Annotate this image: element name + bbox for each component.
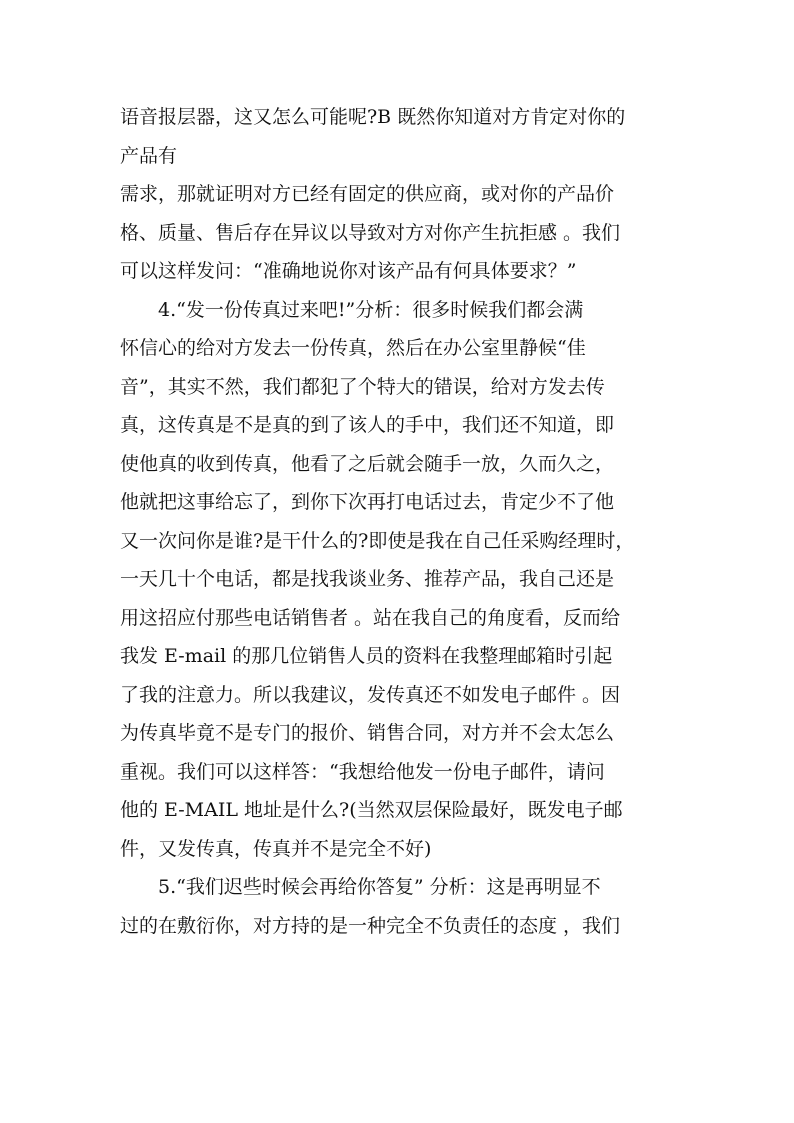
paragraph-start-line: 5.“我们迟些时候会再给你答复” 分析：这是再明显不	[158, 876, 601, 898]
text-line: 产品有	[120, 144, 178, 167]
text-line: 他就把这事给忘了，到你下次再打电话过去，肯定少不了他	[120, 491, 615, 513]
text-line: 重视。我们可以这样答：“我想给他发一份电子邮件，请问	[120, 760, 605, 783]
text-line: 了我的注意力。所以我建议，发传真还不如发电子邮件 。因	[120, 683, 621, 706]
paragraph-start-line: 4.“发一份传真过来吧!”分析：很多时候我们都会满	[158, 298, 584, 321]
text-line: 件，又发传真，传真并不是完全不好)	[120, 837, 432, 860]
text-line: 又一次问你是谁?是干什么的?即使是我在自己任采购经理时，	[120, 529, 635, 552]
text-line: 格、质量、售后存在异议以导致对方对你产生抗拒感 。我们	[120, 221, 621, 244]
text-line: 为传真毕竟不是专门的报价、销售合同，对方并不会太怎么	[120, 722, 615, 744]
text-line: 一天几十个电话，都是找我谈业务、推荐产品，我自己还是	[120, 568, 615, 590]
text-line: 我发 E-mail 的那几位销售人员的资料在我整理邮箱时引起	[120, 645, 613, 667]
text-line: 语音报层器，这又怎么可能呢?B 既然你知道对方肯定对你的	[120, 106, 626, 128]
text-line: 音”，其实不然，我们都犯了个特大的错误，给对方发去传	[120, 375, 605, 398]
text-line: 真，这传真是不是真的到了该人的手中，我们还不知道，即	[120, 414, 615, 436]
text-line: 使他真的收到传真，他看了之后就会随手一放，久而久之，	[120, 452, 615, 475]
body-text	[120, 98, 680, 945]
text-line: 过的在敷衍你，对方持的是一种完全不负责任的态度 ，我们	[120, 914, 621, 937]
text-line: 怀信心的给对方发去一份传真，然后在办公室里静候“佳	[120, 337, 586, 359]
text-line: 可以这样发问：“准确地说你对该产品有何具体要求？”	[120, 260, 577, 282]
text-line: 需求，那就证明对方已经有固定的供应商，或对你的产品价	[120, 183, 615, 205]
text-line: 用这招应付那些电话销售者 。站在我自己的角度看，反而给	[120, 606, 621, 629]
text-line: 他的 E-MAIL 地址是什么?(当然双层保险最好，既发电子邮	[120, 799, 623, 821]
